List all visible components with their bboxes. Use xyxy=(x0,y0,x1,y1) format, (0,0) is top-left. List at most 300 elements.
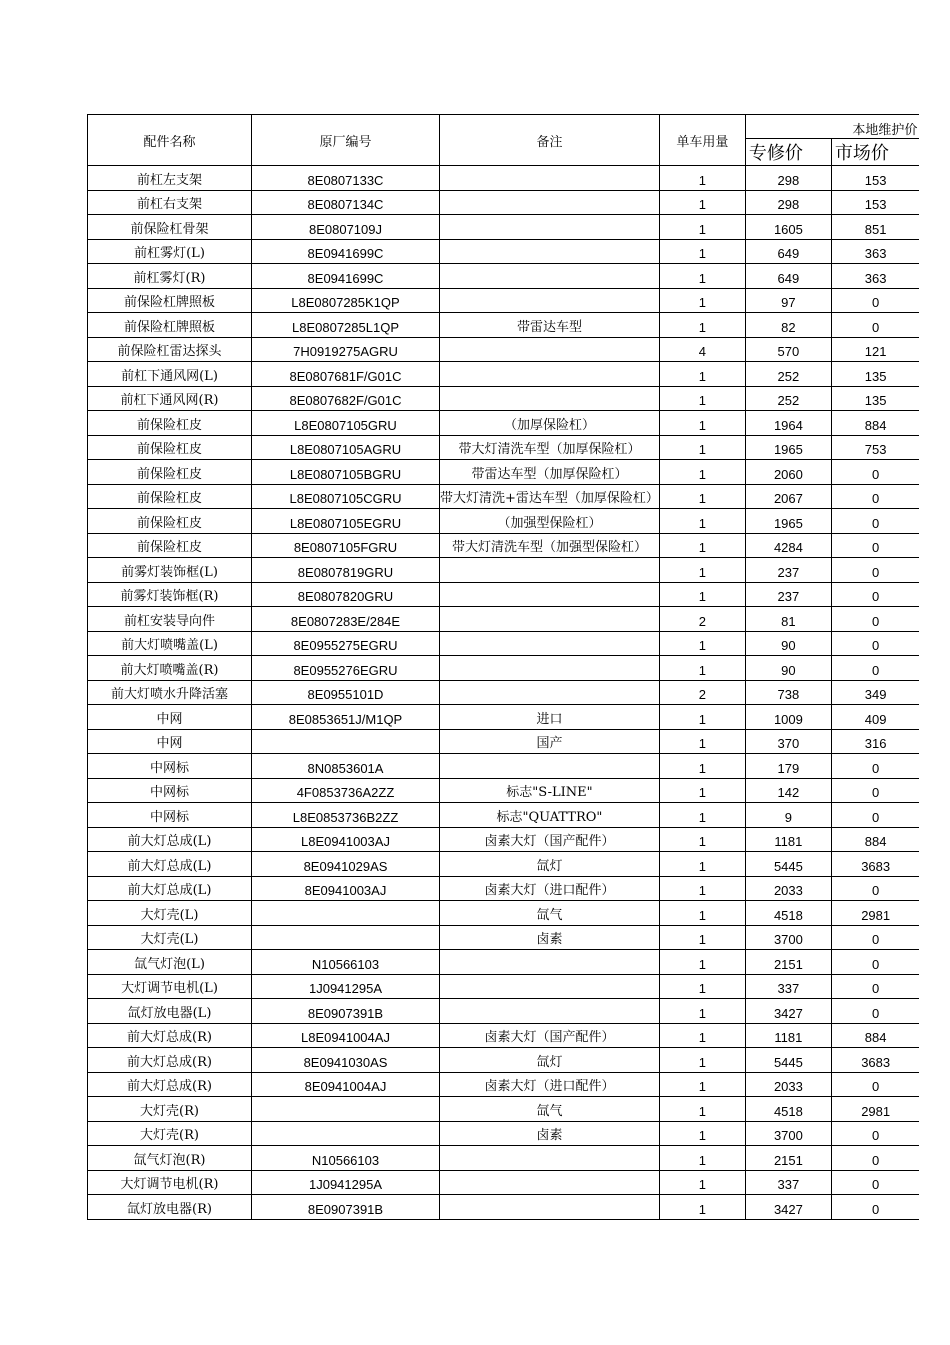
qty-cell: 4 xyxy=(659,337,745,362)
qty-cell: 1 xyxy=(659,558,745,583)
note-cell xyxy=(440,288,660,313)
table-row xyxy=(88,509,920,534)
market-price-cell: 0 xyxy=(831,1121,919,1146)
part-name-cell: 前大灯总成(L) xyxy=(88,852,252,877)
part-name-cell: 前保险杠皮 xyxy=(88,460,252,485)
qty-cell: 1 xyxy=(659,1048,745,1073)
note-cell: 卤素大灯（国产配件） xyxy=(440,1023,660,1048)
market-price-cell: 135 xyxy=(831,362,919,387)
qty-cell: 1 xyxy=(659,215,745,240)
qty-cell: 1 xyxy=(659,435,745,460)
table-row xyxy=(88,803,920,828)
part-name-cell: 前雾灯装饰框(L) xyxy=(88,558,252,583)
oem-code-cell: 8E0941699C xyxy=(252,264,440,289)
table-row xyxy=(88,607,920,632)
header-qty: 单车用量 xyxy=(659,115,745,166)
table-row xyxy=(88,778,920,803)
note-cell xyxy=(440,999,660,1024)
note-cell: （加强型保险杠） xyxy=(440,509,660,534)
table-row xyxy=(88,1023,920,1048)
part-name-cell: 前保险杠皮 xyxy=(88,435,252,460)
table-row xyxy=(88,656,920,681)
part-name-cell: 前杠雾灯(R) xyxy=(88,264,252,289)
part-name-cell: 中网 xyxy=(88,705,252,730)
table-row xyxy=(88,460,920,485)
table-row xyxy=(88,974,920,999)
note-cell: 氙气 xyxy=(440,1097,660,1122)
specialist-price-cell: 298 xyxy=(745,190,831,215)
table-row xyxy=(88,1170,920,1195)
market-price-cell: 753 xyxy=(831,435,919,460)
market-price-cell: 0 xyxy=(831,754,919,779)
oem-code-cell: L8E0807105EGRU xyxy=(252,509,440,534)
part-name-cell: 氙气灯泡(R) xyxy=(88,1146,252,1171)
table-row xyxy=(88,313,920,338)
specialist-price-cell: 1965 xyxy=(745,435,831,460)
qty-cell: 1 xyxy=(659,166,745,191)
market-price-cell: 0 xyxy=(831,631,919,656)
part-name-cell: 前大灯喷嘴盖(R) xyxy=(88,656,252,681)
qty-cell: 1 xyxy=(659,362,745,387)
table-row xyxy=(88,754,920,779)
note-cell xyxy=(440,362,660,387)
table-row xyxy=(88,362,920,387)
qty-cell: 1 xyxy=(659,778,745,803)
note-cell: 带大灯清洗车型（加厚保险杠） xyxy=(440,435,660,460)
oem-code-cell: L8E0853736B2ZZ xyxy=(252,803,440,828)
note-cell xyxy=(440,1195,660,1220)
market-price-cell: 3683 xyxy=(831,852,919,877)
specialist-price-cell: 90 xyxy=(745,631,831,656)
specialist-price-cell: 252 xyxy=(745,386,831,411)
market-price-cell: 0 xyxy=(831,778,919,803)
part-name-cell: 前保险杠皮 xyxy=(88,533,252,558)
header-note: 备注 xyxy=(440,115,660,166)
oem-code-cell: 8E0941029AS xyxy=(252,852,440,877)
oem-code-cell: 8E0807133C xyxy=(252,166,440,191)
qty-cell: 1 xyxy=(659,386,745,411)
oem-code-cell: 8E0807134C xyxy=(252,190,440,215)
market-price-cell: 0 xyxy=(831,876,919,901)
qty-cell: 1 xyxy=(659,190,745,215)
part-name-cell: 前保险杠皮 xyxy=(88,509,252,534)
market-price-cell: 349 xyxy=(831,680,919,705)
oem-code-cell: L8E0807285K1QP xyxy=(252,288,440,313)
part-name-cell: 前杠下通风网(L) xyxy=(88,362,252,387)
qty-cell: 1 xyxy=(659,1146,745,1171)
specialist-price-cell: 370 xyxy=(745,729,831,754)
market-price-cell: 0 xyxy=(831,509,919,534)
oem-code-cell: L8E0941004AJ xyxy=(252,1023,440,1048)
market-price-cell: 0 xyxy=(831,1195,919,1220)
qty-cell: 2 xyxy=(659,680,745,705)
note-cell: 带大灯清洗+雷达车型（加厚保险杠） xyxy=(440,484,660,509)
table-row xyxy=(88,337,920,362)
qty-cell: 1 xyxy=(659,754,745,779)
note-cell xyxy=(440,607,660,632)
market-price-cell: 363 xyxy=(831,239,919,264)
table-row xyxy=(88,631,920,656)
oem-code-cell: 8E0807681F/G01C xyxy=(252,362,440,387)
oem-code-cell xyxy=(252,1121,440,1146)
part-name-cell: 前保险杠牌照板 xyxy=(88,313,252,338)
qty-cell: 1 xyxy=(659,288,745,313)
table-row xyxy=(88,1097,920,1122)
oem-code-cell: 1J0941295A xyxy=(252,1170,440,1195)
oem-code-cell: L8E0941003AJ xyxy=(252,827,440,852)
part-name-cell: 中网标 xyxy=(88,754,252,779)
note-cell: 氙气 xyxy=(440,901,660,926)
qty-cell: 1 xyxy=(659,876,745,901)
part-name-cell: 中网 xyxy=(88,729,252,754)
market-price-cell: 0 xyxy=(831,460,919,485)
specialist-price-cell: 1605 xyxy=(745,215,831,240)
specialist-price-cell: 4518 xyxy=(745,1097,831,1122)
part-name-cell: 前大灯总成(L) xyxy=(88,876,252,901)
market-price-cell: 884 xyxy=(831,827,919,852)
part-name-cell: 大灯调节电机(R) xyxy=(88,1170,252,1195)
part-name-cell: 中网标 xyxy=(88,778,252,803)
table-row xyxy=(88,239,920,264)
table-row xyxy=(88,827,920,852)
part-name-cell: 大灯壳(L) xyxy=(88,925,252,950)
note-cell: 带大灯清洗车型（加强型保险杠） xyxy=(440,533,660,558)
note-cell xyxy=(440,631,660,656)
specialist-price-cell: 3427 xyxy=(745,999,831,1024)
specialist-price-cell: 97 xyxy=(745,288,831,313)
part-name-cell: 大灯壳(R) xyxy=(88,1121,252,1146)
oem-code-cell: 8E0807109J xyxy=(252,215,440,240)
note-cell xyxy=(440,558,660,583)
market-price-cell: 2981 xyxy=(831,901,919,926)
qty-cell: 1 xyxy=(659,313,745,338)
qty-cell: 1 xyxy=(659,1195,745,1220)
part-name-cell: 前大灯总成(L) xyxy=(88,827,252,852)
table-row xyxy=(88,1195,920,1220)
part-name-cell: 氙灯放电器(L) xyxy=(88,999,252,1024)
market-price-cell: 153 xyxy=(831,166,919,191)
specialist-price-cell: 5445 xyxy=(745,1048,831,1073)
qty-cell: 1 xyxy=(659,729,745,754)
part-name-cell: 前雾灯装饰框(R) xyxy=(88,582,252,607)
oem-code-cell: 8E0907391B xyxy=(252,1195,440,1220)
part-name-cell: 氙灯放电器(R) xyxy=(88,1195,252,1220)
oem-code-cell: L8E0807105GRU xyxy=(252,411,440,436)
note-cell xyxy=(440,190,660,215)
note-cell xyxy=(440,950,660,975)
table-row xyxy=(88,1146,920,1171)
note-cell: 进口 xyxy=(440,705,660,730)
note-cell xyxy=(440,680,660,705)
market-price-cell: 0 xyxy=(831,484,919,509)
qty-cell: 1 xyxy=(659,656,745,681)
qty-cell: 1 xyxy=(659,460,745,485)
specialist-price-cell: 81 xyxy=(745,607,831,632)
specialist-price-cell: 298 xyxy=(745,166,831,191)
part-name-cell: 前杠左支架 xyxy=(88,166,252,191)
note-cell: 带雷达车型（加厚保险杠） xyxy=(440,460,660,485)
specialist-price-cell: 179 xyxy=(745,754,831,779)
part-name-cell: 前杠雾灯(L) xyxy=(88,239,252,264)
table-row xyxy=(88,876,920,901)
table-row xyxy=(88,288,920,313)
note-cell xyxy=(440,754,660,779)
specialist-price-cell: 1181 xyxy=(745,827,831,852)
specialist-price-cell: 337 xyxy=(745,974,831,999)
table-row xyxy=(88,215,920,240)
part-name-cell: 前保险杠皮 xyxy=(88,484,252,509)
qty-cell: 1 xyxy=(659,999,745,1024)
table-row xyxy=(88,999,920,1024)
oem-code-cell: L8E0807105CGRU xyxy=(252,484,440,509)
table-row xyxy=(88,1048,920,1073)
note-cell: （加厚保险杠） xyxy=(440,411,660,436)
note-cell xyxy=(440,386,660,411)
market-price-cell: 0 xyxy=(831,313,919,338)
part-name-cell: 前保险杠皮 xyxy=(88,411,252,436)
note-cell: 氙灯 xyxy=(440,852,660,877)
market-price-cell: 0 xyxy=(831,288,919,313)
market-price-cell: 0 xyxy=(831,1146,919,1171)
oem-code-cell: 7H0919275AGRU xyxy=(252,337,440,362)
oem-code-cell: 8E0955275EGRU xyxy=(252,631,440,656)
market-price-cell: 2981 xyxy=(831,1097,919,1122)
table-row xyxy=(88,729,920,754)
qty-cell: 1 xyxy=(659,901,745,926)
specialist-price-cell: 2033 xyxy=(745,1072,831,1097)
specialist-price-cell: 3700 xyxy=(745,925,831,950)
specialist-price-cell: 237 xyxy=(745,558,831,583)
specialist-price-cell: 2151 xyxy=(745,1146,831,1171)
table-row xyxy=(88,166,920,191)
part-name-cell: 前保险杠牌照板 xyxy=(88,288,252,313)
specialist-price-cell: 570 xyxy=(745,337,831,362)
qty-cell: 1 xyxy=(659,950,745,975)
note-cell xyxy=(440,1170,660,1195)
table-row xyxy=(88,533,920,558)
market-price-cell: 0 xyxy=(831,533,919,558)
part-name-cell: 前保险杠雷达探头 xyxy=(88,337,252,362)
oem-code-cell: 8E0941003AJ xyxy=(252,876,440,901)
market-price-cell: 153 xyxy=(831,190,919,215)
table-row xyxy=(88,435,920,460)
header-part-name: 配件名称 xyxy=(88,115,252,166)
specialist-price-cell: 9 xyxy=(745,803,831,828)
oem-code-cell: 8E0807105FGRU xyxy=(252,533,440,558)
note-cell xyxy=(440,264,660,289)
part-name-cell: 中网标 xyxy=(88,803,252,828)
note-cell: 氙灯 xyxy=(440,1048,660,1073)
note-cell xyxy=(440,656,660,681)
market-price-cell: 0 xyxy=(831,558,919,583)
part-name-cell: 前杠安装导向件 xyxy=(88,607,252,632)
note-cell xyxy=(440,239,660,264)
qty-cell: 1 xyxy=(659,1121,745,1146)
part-name-cell: 大灯调节电机(L) xyxy=(88,974,252,999)
specialist-price-cell: 1009 xyxy=(745,705,831,730)
note-cell xyxy=(440,1146,660,1171)
table-row xyxy=(88,386,920,411)
header-specialist-price: 专修价 xyxy=(745,139,831,166)
specialist-price-cell: 649 xyxy=(745,239,831,264)
market-price-cell: 884 xyxy=(831,411,919,436)
header-oem-code: 原厂编号 xyxy=(252,115,440,166)
market-price-cell: 316 xyxy=(831,729,919,754)
table-row xyxy=(88,582,920,607)
market-price-cell: 851 xyxy=(831,215,919,240)
note-cell xyxy=(440,166,660,191)
table-row xyxy=(88,558,920,583)
header-local-price-group: 本地维护价 xyxy=(745,115,919,139)
parts-price-table xyxy=(87,114,919,1220)
specialist-price-cell: 3700 xyxy=(745,1121,831,1146)
oem-code-cell: 8E0955276EGRU xyxy=(252,656,440,681)
specialist-price-cell: 5445 xyxy=(745,852,831,877)
market-price-cell: 0 xyxy=(831,974,919,999)
qty-cell: 1 xyxy=(659,509,745,534)
table-row xyxy=(88,901,920,926)
market-price-cell: 0 xyxy=(831,803,919,828)
table-row xyxy=(88,925,920,950)
specialist-price-cell: 1964 xyxy=(745,411,831,436)
qty-cell: 2 xyxy=(659,607,745,632)
specialist-price-cell: 2067 xyxy=(745,484,831,509)
market-price-cell: 121 xyxy=(831,337,919,362)
note-cell: 带雷达车型 xyxy=(440,313,660,338)
oem-code-cell: 8E0807819GRU xyxy=(252,558,440,583)
part-name-cell: 大灯壳(L) xyxy=(88,901,252,926)
specialist-price-cell: 738 xyxy=(745,680,831,705)
note-cell xyxy=(440,215,660,240)
specialist-price-cell: 2151 xyxy=(745,950,831,975)
table-row xyxy=(88,1072,920,1097)
table-row xyxy=(88,484,920,509)
table-row xyxy=(88,1121,920,1146)
qty-cell: 1 xyxy=(659,925,745,950)
market-price-cell: 0 xyxy=(831,656,919,681)
specialist-price-cell: 337 xyxy=(745,1170,831,1195)
note-cell: 卤素大灯（进口配件） xyxy=(440,876,660,901)
specialist-price-cell: 2033 xyxy=(745,876,831,901)
part-name-cell: 前保险杠骨架 xyxy=(88,215,252,240)
specialist-price-cell: 90 xyxy=(745,656,831,681)
part-name-cell: 前大灯总成(R) xyxy=(88,1023,252,1048)
market-price-cell: 0 xyxy=(831,999,919,1024)
oem-code-cell: 8N0853601A xyxy=(252,754,440,779)
note-cell: 卤素 xyxy=(440,1121,660,1146)
oem-code-cell: 8E0853651J/M1QP xyxy=(252,705,440,730)
note-cell xyxy=(440,974,660,999)
market-price-cell: 0 xyxy=(831,607,919,632)
note-cell: 卤素大灯（国产配件） xyxy=(440,827,660,852)
oem-code-cell: 8E0907391B xyxy=(252,999,440,1024)
note-cell: 卤素 xyxy=(440,925,660,950)
specialist-price-cell: 1181 xyxy=(745,1023,831,1048)
oem-code-cell: 8E0807682F/G01C xyxy=(252,386,440,411)
table-row xyxy=(88,705,920,730)
note-cell xyxy=(440,582,660,607)
oem-code-cell: 1J0941295A xyxy=(252,974,440,999)
oem-code-cell: L8E0807105BGRU xyxy=(252,460,440,485)
table-row xyxy=(88,950,920,975)
specialist-price-cell: 3427 xyxy=(745,1195,831,1220)
oem-code-cell: 8E0955101D xyxy=(252,680,440,705)
market-price-cell: 884 xyxy=(831,1023,919,1048)
specialist-price-cell: 1965 xyxy=(745,509,831,534)
part-name-cell: 前杠下通风网(R) xyxy=(88,386,252,411)
part-name-cell: 前杠右支架 xyxy=(88,190,252,215)
oem-code-cell: N10566103 xyxy=(252,1146,440,1171)
qty-cell: 1 xyxy=(659,582,745,607)
table-row xyxy=(88,680,920,705)
part-name-cell: 大灯壳(R) xyxy=(88,1097,252,1122)
part-name-cell: 前大灯喷水升降活塞 xyxy=(88,680,252,705)
qty-cell: 1 xyxy=(659,533,745,558)
oem-code-cell xyxy=(252,901,440,926)
qty-cell: 1 xyxy=(659,974,745,999)
oem-code-cell xyxy=(252,729,440,754)
header-market-price: 市场价 xyxy=(831,139,919,166)
table-body xyxy=(88,166,920,1220)
part-name-cell: 氙气灯泡(L) xyxy=(88,950,252,975)
qty-cell: 1 xyxy=(659,264,745,289)
specialist-price-cell: 142 xyxy=(745,778,831,803)
qty-cell: 1 xyxy=(659,1072,745,1097)
note-cell: 国产 xyxy=(440,729,660,754)
specialist-price-cell: 237 xyxy=(745,582,831,607)
market-price-cell: 0 xyxy=(831,1072,919,1097)
part-name-cell: 前大灯总成(R) xyxy=(88,1048,252,1073)
oem-code-cell xyxy=(252,1097,440,1122)
market-price-cell: 0 xyxy=(831,950,919,975)
specialist-price-cell: 82 xyxy=(745,313,831,338)
qty-cell: 1 xyxy=(659,705,745,730)
market-price-cell: 0 xyxy=(831,582,919,607)
market-price-cell: 0 xyxy=(831,1170,919,1195)
oem-code-cell: 8E0941030AS xyxy=(252,1048,440,1073)
market-price-cell: 3683 xyxy=(831,1048,919,1073)
market-price-cell: 0 xyxy=(831,925,919,950)
table-row xyxy=(88,190,920,215)
qty-cell: 1 xyxy=(659,852,745,877)
oem-code-cell: 8E0941699C xyxy=(252,239,440,264)
table-row xyxy=(88,411,920,436)
specialist-price-cell: 4284 xyxy=(745,533,831,558)
qty-cell: 1 xyxy=(659,827,745,852)
specialist-price-cell: 252 xyxy=(745,362,831,387)
specialist-price-cell: 649 xyxy=(745,264,831,289)
qty-cell: 1 xyxy=(659,803,745,828)
part-name-cell: 前大灯总成(R) xyxy=(88,1072,252,1097)
oem-code-cell: 4F0853736A2ZZ xyxy=(252,778,440,803)
note-cell xyxy=(440,337,660,362)
qty-cell: 1 xyxy=(659,1023,745,1048)
oem-code-cell: L8E0807285L1QP xyxy=(252,313,440,338)
oem-code-cell: 8E0941004AJ xyxy=(252,1072,440,1097)
qty-cell: 1 xyxy=(659,484,745,509)
note-cell: 标志"S-LINE" xyxy=(440,778,660,803)
market-price-cell: 363 xyxy=(831,264,919,289)
market-price-cell: 135 xyxy=(831,386,919,411)
note-cell: 标志"QUATTRO" xyxy=(440,803,660,828)
oem-code-cell: L8E0807105AGRU xyxy=(252,435,440,460)
qty-cell: 1 xyxy=(659,239,745,264)
oem-code-cell: 8E0807283E/284E xyxy=(252,607,440,632)
table-row xyxy=(88,264,920,289)
market-price-cell: 409 xyxy=(831,705,919,730)
qty-cell: 1 xyxy=(659,411,745,436)
table-row xyxy=(88,852,920,877)
